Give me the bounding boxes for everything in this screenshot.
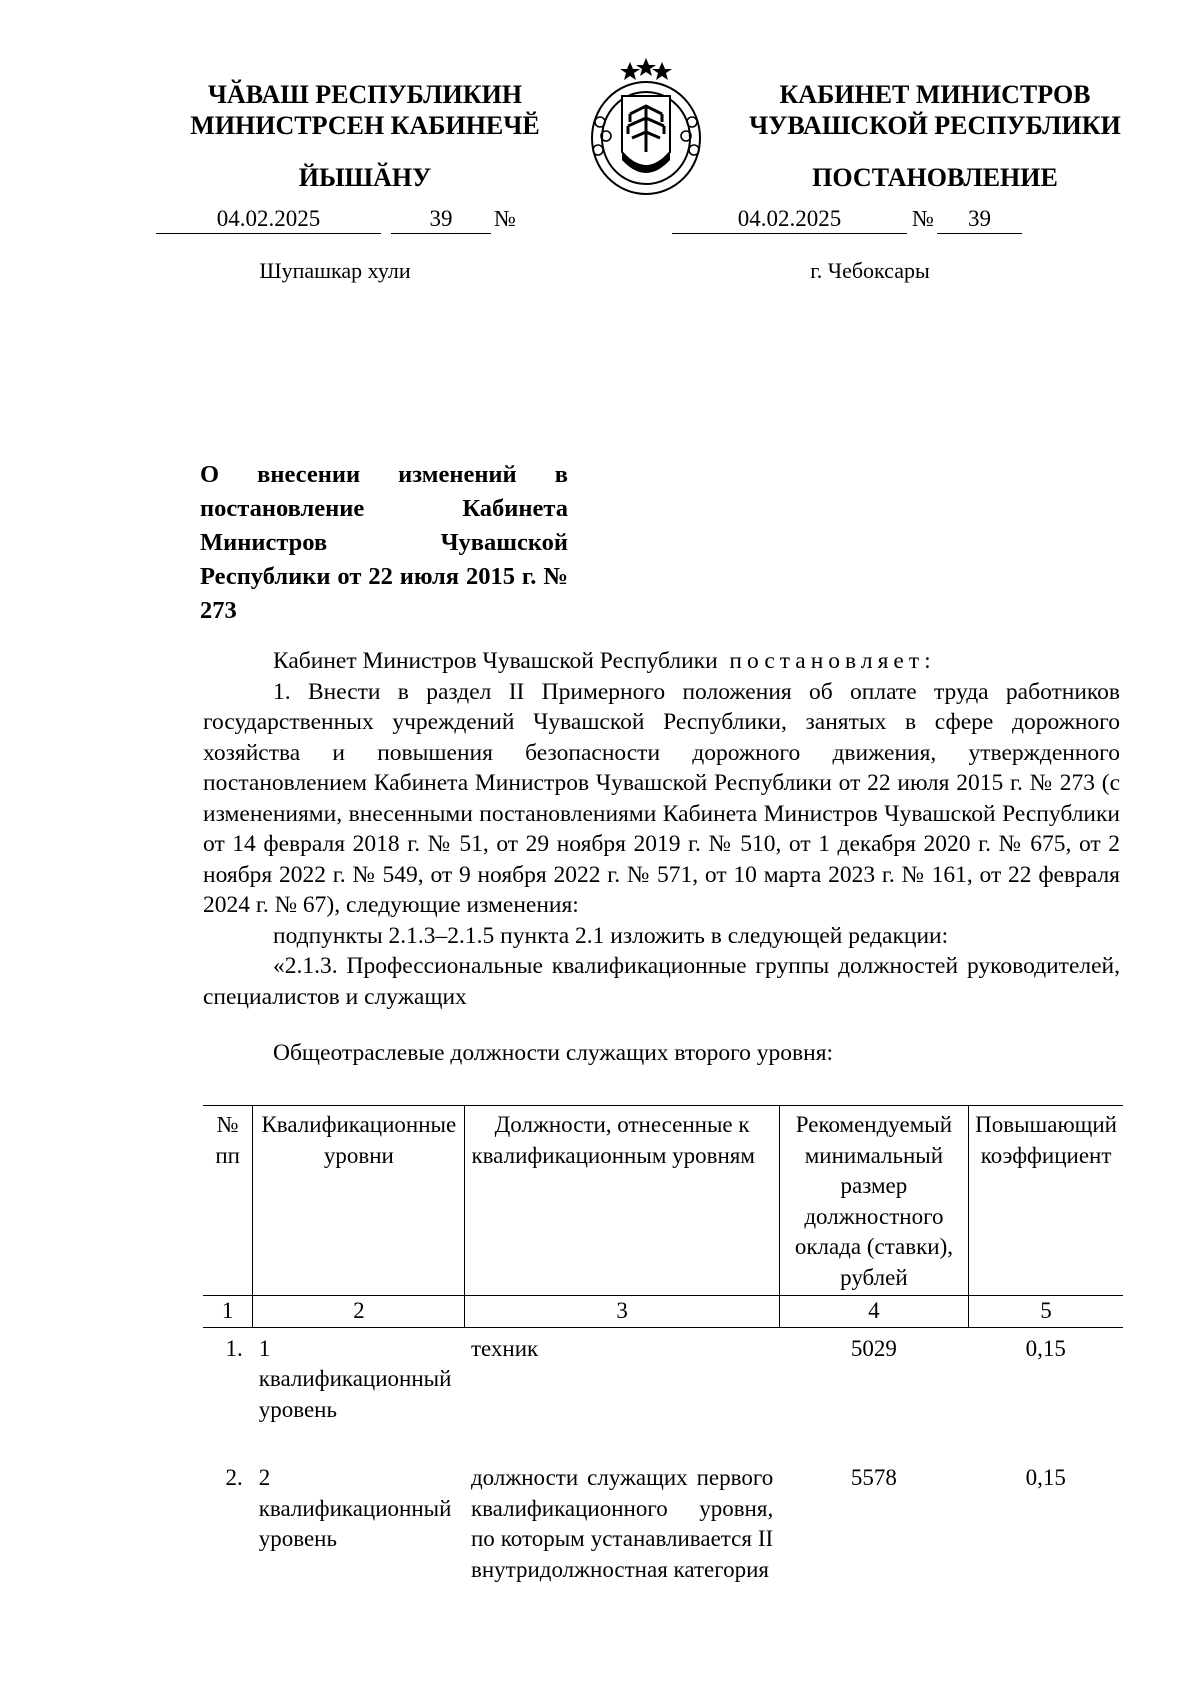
table-header-row <box>203 1106 1123 1296</box>
qualification-table <box>203 1105 1123 1585</box>
header-left-line2: МИНИСТРСЕН КАБИНЕЧӖ <box>190 111 540 140</box>
table-subheading: Общеотраслевые должности служащих второго уровня: <box>273 1040 834 1066</box>
colnum-3: 3 <box>465 1296 779 1328</box>
intro-paragraph <box>203 646 1120 677</box>
header-right-doc-type: ПОСТАНОВЛЕНИЕ <box>812 163 1058 192</box>
header-level: Квалификационные уровни <box>253 1106 465 1296</box>
left-place: Шупашкар хули <box>259 258 411 283</box>
row-coef: 0,15 <box>1025 1465 1066 1490</box>
row-level: 2 квалификационный уровень <box>258 1465 452 1551</box>
left-number-field: 39 <box>391 205 491 234</box>
colnum-5: 5 <box>969 1296 1123 1328</box>
header-positions: Должности, отнесенные к квалификационным уровням <box>465 1106 779 1296</box>
right-date-field: 04.02.2025 <box>672 205 907 234</box>
header-left-org <box>150 79 580 141</box>
intro-text: Кабинет Министров Чувашской Республики <box>273 648 718 674</box>
header-num: № пп <box>203 1106 253 1296</box>
right-number-sign: № <box>912 206 934 231</box>
row-positions: должности служащих первого квалификационного уровня, по которым устанавливается II внутридолжностная категория <box>470 1465 774 1582</box>
table-column-numbers-row <box>203 1296 1123 1328</box>
header-left-doc-type: ЙЫШӐНУ <box>298 163 432 192</box>
row-num: 1. <box>225 1335 243 1361</box>
header-coef: Повышающий коэффициент <box>969 1106 1123 1296</box>
document-title: О внесении изменений в постановление Кабинета Министров Чувашской Республики от 22 июля 2015 г. № 273 <box>200 461 568 624</box>
paragraph-3: «2.1.3. Профессиональные квалификационные группы должностей руководителей, специалистов и служащих <box>203 953 1120 1010</box>
header-salary: Рекомендуемый минимальный размер должностного оклада (ставки), рублей <box>779 1106 968 1296</box>
intro-verb: постановляет: <box>729 648 936 674</box>
row-salary: 5029 <box>850 1335 897 1361</box>
row-salary: 5578 <box>850 1465 897 1490</box>
right-place: г. Чебоксары <box>810 258 930 283</box>
left-number-sign: № <box>494 206 516 231</box>
header-left-line1: ЧӐВАШ РЕСПУБЛИКИН <box>207 80 523 109</box>
colnum-4: 4 <box>779 1296 968 1328</box>
row-positions: техник <box>470 1335 539 1361</box>
header-right-line2: ЧУВАШСКОЙ РЕСПУБЛИКИ <box>749 111 1121 140</box>
colnum-2: 2 <box>253 1296 465 1328</box>
paragraph-2: подпункты 2.1.3–2.1.5 пункта 2.1 изложить в следующей редакции: <box>273 922 949 949</box>
table-row <box>203 1327 1123 1425</box>
header-right-org <box>695 79 1175 141</box>
row-coef: 0,15 <box>1025 1335 1066 1361</box>
row-level: 1 квалификационный уровень <box>258 1335 452 1422</box>
table-row <box>203 1457 1123 1585</box>
right-number-field: 39 <box>937 205 1022 234</box>
chuvash-republic-emblem-icon <box>570 56 722 196</box>
left-date-field: 04.02.2025 <box>156 205 381 234</box>
header-right-line1: КАБИНЕТ МИНИСТРОВ <box>779 80 1091 109</box>
document-body <box>203 646 1120 1012</box>
row-num: 2. <box>225 1465 243 1490</box>
colnum-1: 1 <box>203 1296 253 1328</box>
paragraph-1: 1. Внести в раздел II Примерного положения об оплате труда работников государственных учреждений Чувашской Республики, занятых в сфере дорожного хозяйства и повышения безопасности дорожного движения, утвержденного постановлением Кабинета Министров Чувашской Республики от 22 июля 2015 г. № 273 (с изменениями, внесенными постановлениями Кабинета Министров Чувашской Республики от 14 февраля 2018 г. № 51, от 29 ноября 2019 г. № 510, от 1 декабря 2020 г. № 675, от 2 ноября 2022 г. № 549, от 9 ноября 2022 г. № 571, от 10 марта 2023 г. № 161, от 22 февраля 2024 г. № 67), следующие изменения: <box>203 678 1120 918</box>
